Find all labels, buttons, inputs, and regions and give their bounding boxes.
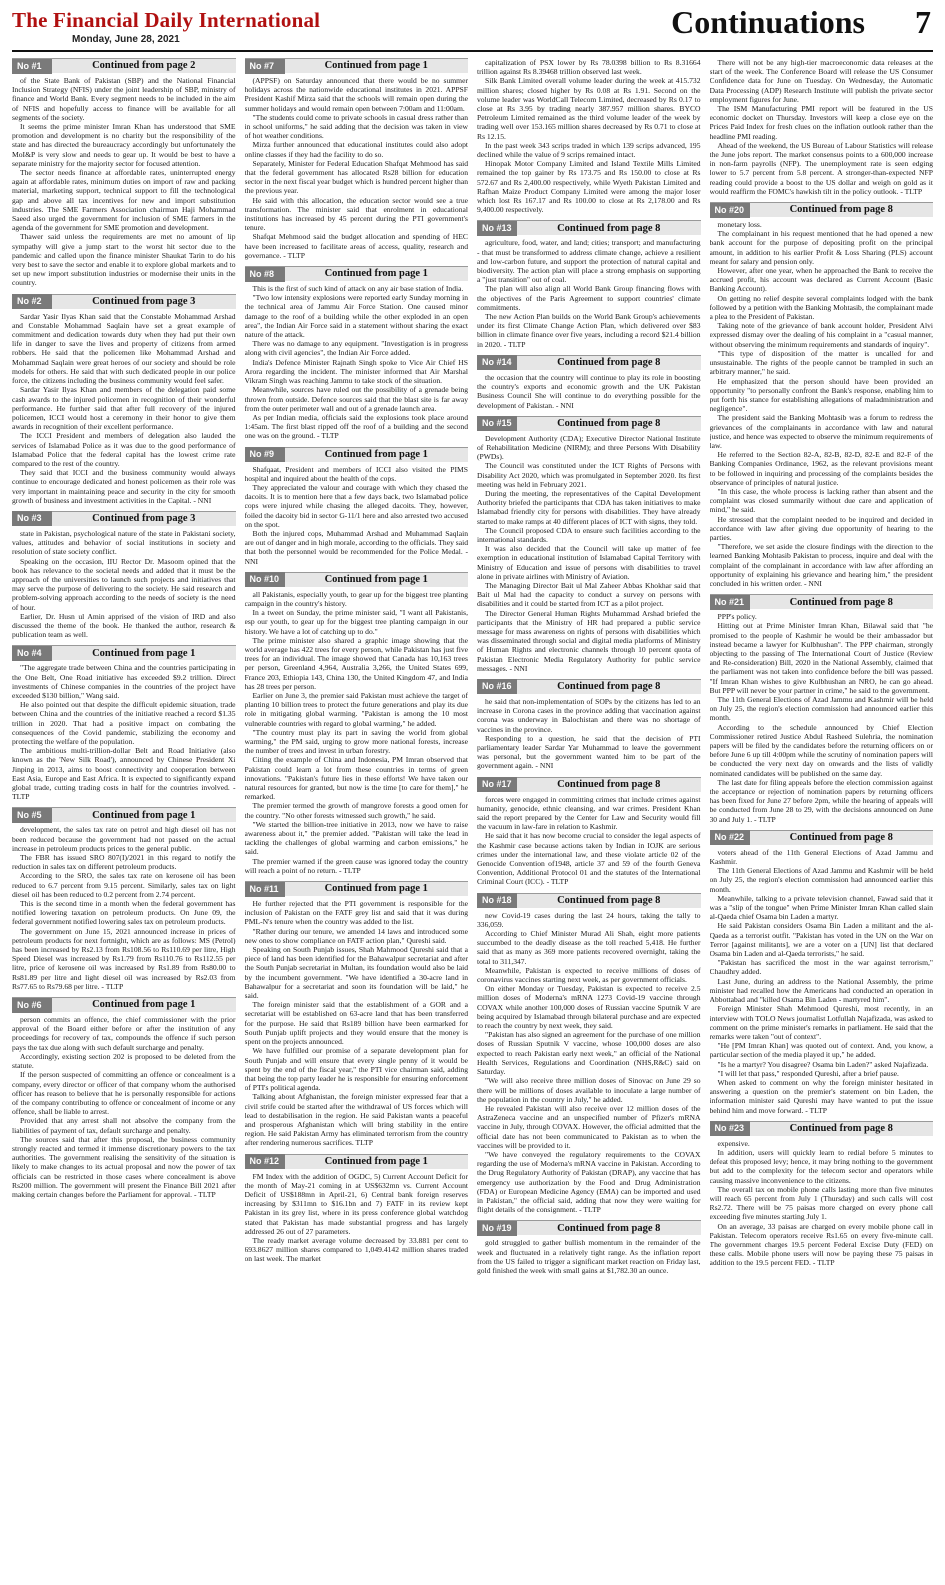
story-paragraph: gold struggled to gather bullish momentum in the remainder of the week and fluctuated in a relatively tight range. As the inflation report from the US failed to trigger a significant market reaction on Friday last, gold finished the week with small gains at $1,782.30 an ounce. <box>477 1238 701 1275</box>
continued-from-label: Continued from page 1 <box>324 1155 428 1167</box>
continued-from-label: Continued from page 1 <box>324 268 428 280</box>
page-number: 7 <box>915 4 931 40</box>
continued-from-label: Continued from page 1 <box>324 574 428 586</box>
story-paragraph: He referred to the Section 82-A, 82-B, 82-D, 82-E and 82-F of the Banking Companies Ordinance, 1962, as the relevant provisions meant to be followed in inquiring and processing of the complaints besides the observance of principles of natural justice. <box>709 450 933 487</box>
story-header <box>710 202 934 217</box>
story-paragraph: They said that ICCI and the business community would always continue to encourage dedicated and honest policemen as their role was very important in maintaining peace and security in the city for smooth growth of business and investment activities in the Capital. - NNI <box>12 468 236 505</box>
continuation-story <box>710 58 934 196</box>
story-paragraph: The sector needs finance at affordable rates, uninterrupted energy again at affordable rates, minimum duties on import of raw and packing material, marketing support, technical support to fill the technological gap and above all tax incentives for new and import substitution industries. The SME Farmers Association chairman Haji Mohammad Saeed also urged the government for inclusion of SME farmers in the agenda of the government for SME promotion and development. <box>12 168 236 233</box>
story-paragraph: The premier warned if the green cause was ignored today the country will reach a point of no return. - TLTP <box>244 856 468 875</box>
continuation-story <box>12 997 236 1199</box>
continued-from-label: Continued from page 8 <box>789 1123 893 1135</box>
story-paragraph: The ICCI President and members of delegation also lauded the services of Islamabad Police as it was due to the good performance of Islamabad Police that the federal capital has the lowest crime rate compared to the rest of the country. <box>12 431 236 468</box>
story-paragraph: The last date for filing appeals before the election commission against the acceptance or rejection of nomination papers by returning officers has been fixed for June 27 before 2pm, while the hearing of appeals will be conducted from June 28 to 29, with the decisions announced on June 30 and July 1. - TLTP <box>709 777 933 824</box>
story-paragraph: Shafqaat, President and members of ICCI also visited the PIMS hospital and inquired about the health of the cops. <box>244 464 468 483</box>
story-paragraph: "Pakistan has sacrificed the most in the war against terrorism," Chaudhry added. <box>709 958 933 977</box>
story-header <box>12 511 236 526</box>
story-paragraph: "The aggregate trade between China and the countries participating in the One Belt, One Road initiative has exceeded $9.2 trillion. Direct investments of Chinese companies in the countries of the project have exceeded $130 billion," Wang said. <box>12 663 236 700</box>
story-paragraph: new Covid-19 cases during the last 24 hours, taking the tally to 336,059. <box>477 910 701 929</box>
story-paragraph: Citing the example of China and Indonesia, PM Imran observed that Pakistan could learn a lot from these countries in terms of green innovations. "Pakistan's future lies in these efforts! We have taken our natural resources for granted, but now is the time [to care for them]," he remarked. <box>244 755 468 802</box>
continued-from-label: Continued from page 8 <box>789 596 893 608</box>
story-paragraph: he said that non-implementation of SOPs by the citizens has led to an increase in Corona cases in the province adding that vaccination against corona was underway in Balochistan and there was no shortage of vaccines in the province. <box>477 696 701 734</box>
continued-from-label: Continued from page 3 <box>92 513 196 525</box>
story-number-tag: No #10 <box>245 572 285 587</box>
story-paragraph: The plan will also align all World Bank Group financing flows with the objectives of the Paris Agreement to support countries' climate commitments. <box>477 284 701 312</box>
story-paragraph: forces were engaged in committing crimes that include crimes against humanity, genocide, ethnic cleansing, and war crimes. President Khan said the report prepared by the Center for Law and Security would fill the vacuum in law-fare in relation to Kashmir. <box>477 794 701 832</box>
story-paragraph: "The country must play its part in saving the world from global warming," the PM said, urging to grow more national forests, increase the number of trees and invest in urban forestry. <box>244 727 468 756</box>
story-paragraph: The new Action Plan builds on the World Bank Group's achievements under its first Climate Change Action Plan, which delivered over $83 billion in climate finance over five years, including a record $21.4 billion in 2020. - TLTP <box>477 312 701 349</box>
story-paragraph: all Pakistanis, especially youth, to gear up for the biggest tree planting campaign in the country's history. <box>244 589 468 608</box>
story-paragraph: We have fulfilled our promise of a separate development plan for South Punjab and will ensure that every single penny of it would be spent by the end of the fiscal year," the PTI vice chairman said, adding that being the top party leader he is responsible for ensuring enforcement of PTI's political agenda. <box>244 1046 468 1093</box>
continuation-story <box>12 294 236 505</box>
story-header <box>477 416 701 431</box>
story-paragraph: Talking about Afghanistan, the foreign minister expressed fear that a civil strife could be started after the withdrawal of US forces which will lead to destabilisation in the region. He said Pakistan wants a peaceful and prosperous Afghanistan which will bring stability in the entire region. He said Pakistan Army has eliminated terrorism from the country after rendering numerous sacrifices. TLTP <box>244 1092 468 1148</box>
continuation-story <box>477 355 701 410</box>
continued-from-label: Continued from page 8 <box>557 222 661 234</box>
story-paragraph: He emphasized that the person should have been provided an opportunity "to personally confront the Bank's response, enabling him to put forth his stance for establishing allegations of maladministration and negligence". <box>709 376 933 414</box>
story-paragraph: Meanwhile, talking to a private television channel, Fawad said that it was a "slip of the tongue" when Prime Minister Imran Khan called slain al-Qaeda chief Osama bin Laden a martyr. <box>709 893 933 922</box>
continuation-story <box>477 1220 701 1275</box>
story-paragraph: Foreign Minister Shah Mehmood Qureshi, most recently, in an interview with TOLO News journalist Lotfullah Najafizada, was asked to comment on the prime minister's remarks in parliament. He said that the remarks were taken "out of context". <box>709 1004 933 1041</box>
story-header <box>710 594 934 609</box>
story-paragraph: However, after one year, when he approached the Bank to receive the accrued profit, his account was declared as Current Account (Basic Banking Account). <box>709 266 933 294</box>
continuation-story <box>477 777 701 887</box>
story-paragraph: There will not be any high-tier macroeconomic data releases at the start of the week. The Conference Board will release the US Consumer Confidence data for June on Tuesday. On Wednesday, the Automatic Data Processing (ADP) Research Institute will publish the private sector employment figures for June. <box>709 58 933 104</box>
story-paragraph: On an average, 33 paisas are charged on every mobile phone call in Pakistan. Telecom operators receive Rs1.65 on every five-minute call. The government charges 19.5 percent Federal Excise Duty (FED) on these calls. Mobile phone users will now be paying these 75 paisas in addition to the 19.5 percent FED. - TLTP <box>709 1221 933 1268</box>
story-number-tag: No #16 <box>477 679 517 694</box>
story-paragraph: He also pointed out that despite the difficult epidemic situation, trade between China and the countries of the initiative reached a record $1.35 trillion in 2020. That had a positive impact on combating the consequences of the Covid pandemic, stabilizing the economy and protecting the welfare of the population. <box>12 700 236 746</box>
story-paragraph: He said Pakistan considers Osama Bin Laden a militant and the al-Qaeda as a terrorist outfit. "Pakistan has voted in the UN on the War on Terror [against militants], we are a voter on a [UN] list that declared Osama bin Laden and al-Qaeda terrorists," he said. <box>709 921 933 959</box>
story-paragraph: This is the first of such kind of attack on any air base station of India. <box>252 284 464 294</box>
story-paragraph: The ready market average volume decreased by 33.881 per cent to 693.8627 million shares compared to 1,049.4142 million shares traded on last week. The market <box>244 1235 468 1264</box>
section-title: Continuations <box>671 4 865 40</box>
continued-from-label: Continued from page 1 <box>92 999 196 1011</box>
continuation-story <box>245 1154 469 1264</box>
story-number-tag: No #20 <box>710 203 750 218</box>
continued-from-label: Continued from page 1 <box>324 60 428 72</box>
story-paragraph: Ahead of the weekend, the US Bureau of Labour Statistics will release the June jobs report. The market consensus points to a 600,000 increase in non-farm payrolls (NFP). The unemployment rate is seen edging lower to 5.7 percent from 5.8 percent. A stronger-than-expected NFP reading could provide a boost to the US dollar and weigh on gold as it would reaffirm the FOMC's hawkish tilt in the policy outlook. - TLTP <box>709 140 933 196</box>
continuation-story <box>12 511 236 639</box>
continuation-story <box>245 881 469 1147</box>
story-header <box>245 1154 469 1169</box>
story-paragraph: Speaking on the occasion, IIU Rector Dr. Masoom opined that the book has relevance to the societal needs and added that it must be the approach of the universities to launch such projects and initiatives that may serve the purpose of delivering to the society. He said research and problem-solving approach according to the needs of society is the need of hour. <box>12 556 236 612</box>
story-paragraph: It seems the prime minister Imran Khan has understood that SME promotion and development is no charity but the responsibility of the state and has directed the bureaucracy accordingly but unfortunately the MoI&P is very slow and needs to gear up. It would be best to have a separate ministry for the majority sector for focused attention. <box>12 122 236 168</box>
story-paragraph: Last June, during an address to the National Assembly, the prime minister had recalled how the Americans had conducted an operation in Abbottabad and "killed Osama Bin Laden - martyred him". <box>709 976 933 1005</box>
continued-from-label: Continued from page 3 <box>92 296 196 308</box>
story-paragraph: The president said the Banking Mohtasib was a forum to redress the grievances of the complainants in accordance with law and natural justice, and hence was expected to observe the minimum requirements of law. <box>709 413 933 450</box>
newspaper-brand: The Financial Daily International <box>12 8 321 32</box>
continuation-story <box>12 807 236 991</box>
continuation-story <box>710 1121 934 1268</box>
story-paragraph: The ambitious multi-trillion-dollar Belt and Road Initiative (also known as the 'New Silk Road'), announced by Chinese President Xi Jinping in 2013, aims to boost connectivity and cooperation between East Asia, Europe and East Africa. It is expected to significantly expand global trade, cutting trading costs in half for the countries involved. - TLTP <box>12 746 236 802</box>
story-paragraph: They appreciated the valour and courage with which they chased the dacoits. It is to mention here that a few days back, two Islamabad police cops were injured while chasing the alleged dacoits. They, however, foiled the dacoity bid in sector G-11/1 here and also arrested two accused on the spot. <box>244 482 468 529</box>
story-paragraph: On getting no relief despite several complaints lodged with the bank followed by a petition with the Banking Mohtasib, the complainant made a plea to the President of Pakistan. <box>709 293 933 322</box>
story-paragraph: He said that it has now become crucial to consider the legal aspects of the Kashmir case because actions taken by Indian in IOJK are serious crimes under the international law, and these violate article 02 of the Genocide Convention of1948, article 37 and 59 of the fourth Geneva Convention, Additional Protocol 01 and the statutes of the International Criminal Court (ICC). - TLTP <box>477 831 701 887</box>
continuation-story <box>710 830 934 1115</box>
story-number-tag: No #7 <box>245 59 285 74</box>
story-paragraph: The premier termed the growth of mangrove forests a good omen for the country. "No other forests witnessed such growth," he said. <box>244 801 468 820</box>
story-paragraph: There was no damage to any equipment. "Investigation is in progress along with civil agencies", the Indian Air Force added. <box>244 339 468 358</box>
story-paragraph: Separately, Minister for Federal Education Shafqat Mehmood has said that the federal government has allocated Rs28 billion for education sector in the next fiscal year budget which is hundred percent higher than the previous year. <box>244 158 468 196</box>
story-number-tag: No #4 <box>12 646 52 661</box>
story-paragraph: "He [PM Imran Khan] was quoted out of context. And, you know, a particular section of the media played it up," he added. <box>709 1041 933 1060</box>
continuation-story <box>245 266 469 440</box>
continued-from-label: Continued from page 8 <box>557 779 661 790</box>
story-paragraph: This is the second time in a month when the federal government has notified lowering taxation on petroleum products. On June 09, the federal government notified lowering sales tax on petroleum products. <box>12 899 236 927</box>
story-paragraph: In a tweet on Sunday, the prime minister said, "I want all Pakistanis, esp our youth, to gear up for the biggest tree planting campaign in our history. We have a lot of catching up to do." <box>244 608 468 636</box>
story-paragraph: Accordingly, existing section 202 is proposed to be deleted from the statute. <box>12 1051 236 1071</box>
story-number-tag: No #5 <box>12 808 52 823</box>
continued-from-label: Continued from page 8 <box>557 895 661 907</box>
story-paragraph: "The students could come to private schools in casual dress rather than in school uniforms," he said adding that the decision was taken in view of hot weather conditions. <box>244 112 468 141</box>
story-paragraph: The 11th General Elections of Azad Jammu and Kashmir will be held on July 25, the region's election commission had announced earlier this month. <box>709 695 933 723</box>
story-paragraph: agriculture, food, water, and land; cities; transport; and manufacturing - that must be transformed to address climate change, achieve a resilient and low-carbon future, and support the protection of natural capital and biodiversity. The action plan will place a strong emphasis on supporting a "just transition" out of coal. <box>477 238 701 285</box>
story-number-tag: No #22 <box>710 830 750 845</box>
continued-from-label: Continued from page 8 <box>557 681 661 693</box>
story-paragraph: "We started the billion-tree initiative in 2013, now we have to raise awareness about it," the premier added. "Pakistan will take the lead in tackling the challenges of global warming and carbon emissions," he said. <box>244 819 468 857</box>
masthead <box>12 6 933 52</box>
story-number-tag: No #12 <box>245 1154 285 1169</box>
story-paragraph: The ISM Manufacturing PMI report will be featured in the US economic docket on Thursday. Investors will keep a close eye on the Prices Paid Index for fresh clues on the inflation outlook rather than the headline PMI reading. <box>709 104 933 141</box>
story-header <box>12 58 236 73</box>
continuation-story <box>477 679 701 771</box>
continuation-story <box>12 645 236 801</box>
continuation-story <box>12 58 236 288</box>
news-column <box>710 58 934 1578</box>
story-header <box>477 893 701 908</box>
continuation-story <box>245 58 469 260</box>
story-paragraph: voters ahead of the 11th General Elections of Azad Jammu and Kashmir. <box>709 847 933 867</box>
continued-from-label: Continued from page 1 <box>324 883 428 895</box>
story-paragraph: "We have conveyed the regulatory requirements to the COVAX regarding the use of Moderna's mRNA vaccine in Pakistan. According to the Drug Regulatory Authority of Pakistan (DRAP), any vaccine that has emergency use authorization by the Food and Drug Administration (FDA) or European Medicine Agency (EMA) can be imported and used in Pakistan," the official said, adding that now they were waiting for flight details of the consignment. - TLTP <box>477 1149 701 1215</box>
story-paragraph: Meanwhile, sources have ruled out the possibility of a grenade being thrown from outside. Defence sources said that the blast site is far away from the outer perimeter wall and out of a grenade launch area. <box>244 385 468 413</box>
story-paragraph: PPP's policy. <box>717 612 757 622</box>
story-paragraph: According to Chief Minister Murad Ali Shah, eight more patients succumbed to the deadly disease as the toll reached 5,418. He further said that as many as 369 more patients recovered overnight, taking the total to 311,347. <box>477 929 701 966</box>
news-column <box>245 58 469 1578</box>
story-paragraph: The sources said that after this proposal, the business community strongly reacted and termed it immense discretionary powers to the tax authorities. The government realising the sensitivity of the situation is likely to make changes to its actual proposal and now the power of tax officials can be restricted in those cases where concealment is above Rs200 million. The government will present the Finance Bill 2021 after making certain changes before the Parliament for approval. - TLTP <box>12 1134 236 1199</box>
story-paragraph: "Therefore, we set aside the closure findings with the direction to the learned Banking Mohtasib Pakistan to process, inquire and deal with the complaint of the complainant in accordance with law after affording an opportunity of explaining his grievance and hearing him," the president concluded in his written order. - NNI <box>709 542 933 588</box>
continued-from-label: Continued from page 8 <box>557 357 661 369</box>
story-paragraph: (APPSF) on Saturday announced that there would be no summer holidays across the nationwide educational institutes in 2021. APPSF President Kashif Mirza said that the schools will remain open during the summer holidays and would remain open between 7:00am and 11:00am. <box>244 76 468 113</box>
story-paragraph: The complainant in his request mentioned that he had opened a new bank account for the purpose of depositing profit on the principal amount, in addition to his earlier Profit & Loss Sharing (PLS) account meant for salary and pension only. <box>709 229 933 266</box>
story-paragraph: "Pakistan has also signed an agreement for the purchase of one million doses of Russian Sputnik V vaccine, whose 100,000 doses are also expected to reach Pakistan early next week," an official of the National Health Services, Regulations and Coordination (NHS,R&C) said on Saturday. <box>477 1030 701 1077</box>
continued-from-label: Continued from page 2 <box>92 60 196 72</box>
story-paragraph: "In this case, the whole process is lacking rather than absent and the complaint was closed summarily without due care and application of mind," he said. <box>709 486 933 515</box>
story-paragraph: The FBR has issued SRO 807(I)/2021 in this regard to notify the reduction in sales tax on different petroleum products. <box>12 853 236 872</box>
story-paragraph: The foreign minister said that the establishment of a GOR and a secretariat will be established on 63-acre land that has been transferred for the purpose. He said that Rs189 billion have been earmarked for South Punjab uplift projects and they would ensure that the money is spent on the projects announced. <box>244 1000 468 1047</box>
story-header <box>710 830 934 845</box>
story-paragraph: Responding to a question, he said that the decision of PTI parliamentary leader Sardar Yar Muhammad to leave the government was personal, but the government wanted him to be part of the government again. - NNI <box>477 733 701 771</box>
story-paragraph: In addition, users will quickly learn to redial before 5 minutes to defeat this proposed levy; hence, it may bring nothing to the government but add to the complexity for the telecom sector and operators while causing massive inconvenience to the citizens. <box>709 1147 933 1185</box>
story-header <box>245 58 469 73</box>
story-paragraph: "Two low intensity explosions were reported early Sunday morning in the technical area of Jammu Air Force Station. One caused minor damage to the roof of a building while the other exploded in an open area", the Indian Air Force said in a statement without sharing the exact nature of the attack. <box>244 293 468 340</box>
story-header <box>477 777 701 792</box>
article-columns <box>12 58 933 1578</box>
story-paragraph: FM Index with the addition of OGDC, 5) Current Account Deficit for the month of May-21 coming in at US$632mn vs. Current Account Deficit of US$188mn in April-21, 6) Central bank foreign reserves increasing by $311mn to $16.1bn and 7) FATF in its review kept Pakistan in its grey list, where in its press conference global watchdog stated that Pakistan has made substantial progress and has largely addressed 26 out of 27 parameters. <box>244 1171 468 1236</box>
story-paragraph: The prime minister also shared a graphic image showing that the world average has 422 trees for every person, while Pakistan has just five trees for an individual. The image showed that Canada has 10,163 trees per person, Greenland 4,964, Australia 3,266, the United States 699, France 203, Ethiopia 143, China 130, the United Kingdom 47, and India has 28 trees per person. <box>244 635 468 691</box>
story-paragraph: He stressed that the complaint needed to be inquired and decided in accordance with law after giving due opportunity of hearing to the parties. <box>709 514 933 542</box>
story-paragraph: When asked to comment on why the foreign minister hesitated in answering a question on the premier's statement on bin Laden, the information minister said Qureshi may have wanted to put the issue behind him and move forward. - TLTP <box>709 1077 933 1115</box>
story-paragraph: Speaking on South Punjab issues, Shah Mahmood Qureshi said that a piece of land has been identified for the Bahawalpur secretariat and after the South Punjab secretariat in Multan, its foundation would also be laid by the incumbent government. "We have identified a 30-acre land in Bahawalpur for a secretariat and soon its foundation will be laid," he said. <box>244 945 468 1001</box>
continuation-story <box>477 220 701 348</box>
story-paragraph: state in Pakistan, psychological nature of the state in Pakistani society, values, attitudes and behavior of social institutions in society and resolution of state society conflict. <box>12 528 236 557</box>
story-paragraph: He said with this allocation, the education sector would see a true transformation. The minister said that enrolment in educational institutions has increased by 45 percent during the PTI government's tenure. <box>244 195 468 233</box>
continuation-story <box>245 447 469 566</box>
story-paragraph: Hitting out at Prime Minister Imran Khan, Bilawal said that "he promised to the people of Kashmir he would be their ambassador but instead became a lawyer for Kulbhushan". The PPP chairman, strongly objecting to the passing of The International Court of Justice (Review and Re-consideration) Bill, 2020 in the National Assembly, claimed that the parliament was not taken into confidence before the bill was passed. "If Imran Khan wishes to give Kulbhushan an NRO, he can go ahead. But PPP will never be your partner in crime," he said to the government. <box>709 621 933 695</box>
story-paragraph: Provided that any arrest shall not absolve the company from the liabilities of payment of tax, default surcharge and penalty. <box>12 1116 236 1135</box>
story-paragraph: The 11th General Elections of Azad Jammu and Kashmir will be held on July 25, the region's election commission had announced earlier this month. <box>709 866 933 894</box>
story-paragraph: The Director General Human Rights Muhammad Arshad briefed the participants that the Ministry of HR had prepared a public service message for mass awareness on rights of persons with disabilities which was disseminated through social and digital media platforms of Ministry of Human Rights and electronic channels through 10 percent quota of Pakistan Electronic Media Regulatory Authority for public service messages. - NNI <box>477 608 701 673</box>
story-paragraph: The Managing Director Bait ul Mal Zaheer Abbas Khokhar said that Bait ul Mal had the capacity to conduct a survey on persons with disabilities and it could be started from ICT as a pilot project. <box>477 580 701 609</box>
story-paragraph: "I will let that pass," responded Qureshi, after a brief pause. <box>717 1068 899 1078</box>
story-paragraph: "Rather during our tenure, we amended 14 laws and introduced some new ones to show compliance on FATF action plan," Qureshi said. <box>244 926 468 945</box>
continued-from-label: Continued from page 1 <box>92 809 196 821</box>
story-number-tag: No #19 <box>477 1221 517 1236</box>
story-number-tag: No #23 <box>710 1121 750 1136</box>
continued-from-label: Continued from page 8 <box>557 1222 661 1234</box>
story-header <box>477 679 701 694</box>
story-paragraph: Taking note of the grievance of bank account holder, President Alvi expressed dismay over the dealing of his complaint in a "casual manner, without observing the minimum requirements and standards of inquiry". <box>709 321 933 349</box>
story-header <box>12 997 236 1012</box>
continuation-story <box>245 572 469 875</box>
story-number-tag: No #18 <box>477 893 517 908</box>
story-number-tag: No #17 <box>477 777 517 792</box>
story-header <box>477 220 701 235</box>
story-number-tag: No #3 <box>12 511 52 526</box>
story-header <box>12 294 236 309</box>
issue-date: Monday, June 28, 2021 <box>72 34 180 45</box>
news-column <box>477 58 701 1578</box>
story-paragraph: Sardar Yasir Ilyas Khan said that the Constable Mohammad Arshad and Constable Mohammad Saqlain have set a great example of commitment and dedication towards duty when they had put their own life in danger to save the lives and property of citizens from armed robbers. He said that the policemen like Mohammad Arshad and Mohammad Saqlain were great heroes of our society and should be role models for others. He said that with such dedicated people in our police force, the citizens including the business community would feel safer. <box>12 311 236 386</box>
story-header <box>12 645 236 660</box>
story-number-tag: No #8 <box>245 267 285 282</box>
story-paragraph: In the past week 343 scrips traded in which 139 scrips advanced, 195 declined while the value of 9 scrips remained intact. <box>477 140 701 160</box>
continuation-story <box>710 202 934 588</box>
story-paragraph: The Council was constituted under the ICT Rights of Persons with Disability Act 2020, which was promulgated in September 2020. Its first meeting was held in February 2021. <box>477 461 701 489</box>
story-paragraph: of the State Bank of Pakistan (SBP) and the National Financial Inclusion Strategy (NFIS) under the joint leadership of SBP, ministry of finance and World Bank. Every segment needs to be included in the aim of NFIS and hopefully access to finance will be available for all segments of the society. <box>12 76 236 122</box>
story-header <box>245 881 469 896</box>
story-paragraph: On either Monday or Tuesday, Pakistan is expected to receive 2.5 million doses of Moderna's mRNA 1273 Covid-19 vaccine through COVAX while another 100,000 doses of Russian vaccine Sputnik V are being acquired by Islamabad through bilateral purchase and are expected to reach the country by next week, they said. <box>477 984 701 1031</box>
story-header <box>477 355 701 370</box>
story-paragraph: Shafqat Mehmood said the budget allocation and spending of HEC have been increased to facilitate areas of access, quality, research and governance. - TLTP <box>244 232 468 260</box>
story-paragraph: Mirza further announced that educational institutes could also adopt online classes if they had the facility to do so. <box>244 140 468 159</box>
continuation-story <box>477 416 701 673</box>
story-number-tag: No #2 <box>12 294 52 309</box>
story-paragraph: person commits an offence, the chief commissioner with the prior approval of the Board either before or after the institution of any proceedings for recovery of tax, compounds the offence if such person pays the tax due along with such default surcharge and penalty. <box>12 1015 236 1052</box>
story-paragraph: Development Authority (CDA); Executive Director National Institute of Rehabilitation Medicine (NIRM); and three Persons With Disability (PWDs). <box>477 433 701 462</box>
story-paragraph: capitalization of PSX lower by Rs 78.0398 billion to Rs 8.31664 trillion against Rs 8.39468 trillion observed last week. <box>477 58 701 77</box>
news-column <box>12 58 236 1578</box>
story-paragraph: The government on June 15, 2021 announced increase in prices of petroleum products for next fortnight, which are as follows: MS (Petrol) has been increased by Rs2.13 from Rs108.56 to Rs110.69 per litre, High Speed Diesel was increased by Rs1.79 from Rs110.76 to Rs112.55 per litre, price of kerosene oil was increased by Rs1.89 from Rs80.00 to Rs81.89 per litre and light diesel oil was increased by Rs2.03 from Rs77.65 to Rs79.68 per litre. - TLTP <box>12 926 236 991</box>
story-paragraph: Earlier, Dr. Husn ul Amin apprised of the vision of IRD and also discussed the theme of the book. He thanked the author, research & publication team as well. <box>12 611 236 640</box>
story-header <box>12 807 236 822</box>
story-header <box>710 1121 934 1136</box>
continuation-story <box>710 594 934 824</box>
story-paragraph: According to the schedule announced by Chief Election Commissioner retired Justice Abdul Rasheed Sulehria, the nomination papers will be filed by the candidates before the returning officers on or before June 6 up till 4:00pm while the scrutiny of nomination papers will be conducted the very next day on onwards and the lists of validly nominated candidates will be published on the same day. <box>709 722 933 778</box>
story-header <box>477 1220 701 1235</box>
story-paragraph: It was also decided that the Council will take up matter of fee exemption in educational institution of Islamabad Capital Territory with Ministry of Education and issue of persons with disabilities to travel alone in private airlines with Ministry of Aviation. <box>477 544 701 581</box>
continued-from-label: Continued from page 1 <box>92 647 196 659</box>
story-paragraph: Both the injured cops, Muhammad Arshad and Muhammad Saqlain are out of danger and in high morale, according to the officials. They said that both the personnel would be recommended for the Police Medal. - NNI <box>244 528 468 566</box>
story-number-tag: No #11 <box>245 882 285 897</box>
continued-from-label: Continued from page 8 <box>789 204 893 216</box>
story-paragraph: development, the sales tax rate on petrol and high diesel oil has not been reduced because the government had not passed on the actual increase in petroleum products prices to the general public. <box>12 825 236 853</box>
story-number-tag: No #15 <box>477 416 517 431</box>
story-paragraph: Thawer said unless the requirements are met no amount of lip sympathy will give a jump start to the worst hit sector due to the pandemic and called upon the finance minister Shaukat Tarin to do his very best to save the sector and enable it to explore global markets and to set up new import substitution industries or modernise their units in the country. <box>12 232 236 288</box>
story-paragraph: Meanwhile, Pakistan is expected to receive millions of doses of coronavirus vaccines starting next week, as per government officials. <box>477 965 701 985</box>
story-paragraph: expensive. <box>717 1138 750 1148</box>
story-paragraph: The overall tax on mobile phone calls lasting more than five minutes will reach 65 percent from July 1 (Thursday) and such calls will cost Rs2.72. There will be 75 paisas more charged on every phone call exceeding five minutes starting July 1. <box>709 1184 933 1222</box>
story-header <box>245 266 469 281</box>
story-number-tag: No #9 <box>245 447 285 462</box>
story-paragraph: "This type of disposition of the matter is uncalled for and unsustainable. The rights of the people cannot be trampled in such an arbitrary manner," he said. <box>709 348 933 377</box>
story-number-tag: No #6 <box>12 998 52 1013</box>
continued-from-label: Continued from page 8 <box>789 832 893 844</box>
story-paragraph: "Is he a martyr? You disagree? Osama bin Laden?" asked Najafizada. <box>717 1059 929 1069</box>
story-paragraph: monetary loss. <box>717 220 762 230</box>
story-number-tag: No #14 <box>477 355 517 370</box>
continuation-story <box>477 58 701 214</box>
story-header <box>245 447 469 462</box>
story-paragraph: "We will also receive three million doses of Sinovac on June 29 so there will be millions of doses available to inoculate a large number of the population in the country in July," he added. <box>477 1076 701 1104</box>
story-paragraph: He further rejected that the PTI government is responsible for the inclusion of Pakistan on the FATF grey list and said that it was during PML-N's tenure when the country was added to the list. <box>244 899 468 927</box>
story-paragraph: Silk Bank Limited overall volume leader during the week at 415.732 million shares; closed higher by Rs 0.08 at Rs 1.91. Second on the volume leader was WorldCall Telecom Limited, decreased by Rs 0.17 to close at Rs 3.95 by trading nearly 387.957 million shares. BYCO Petroleum Limited remained as the third volume leader of the week by trading well over 153.165 million shares decreased by Rs 0.71 to close at Rs 12.15. <box>477 76 701 141</box>
continuation-story <box>477 893 701 1215</box>
continued-from-label: Continued from page 8 <box>557 418 661 430</box>
story-number-tag: No #21 <box>710 595 750 610</box>
story-paragraph: Sardar Yasir Ilyas Khan and members of the delegation paid some cash awards to the injured policemen in recognition of their wonderful performance. He further said that after full recovery of the injured policemen, ICCI would host a ceremony in their honor to give them awards in recognition of their excellent performance. <box>12 385 236 432</box>
story-paragraph: He revealed Pakistan will also receive over 12 million doses of the AstraZeneca vaccine and an unspecified number of Pfizer's mRNA vaccine in July, through COVAX. However, the official admitted that the official date has not been communicated to Pakistan as to when the vaccines will be provided to it. <box>477 1103 701 1150</box>
story-paragraph: According to the SRO, the sales tax rate on kerosene oil has been reduced to 6.7 percent from 9.15 percent. Similarly, sales tax on light diesel oil has been reduced to 0.2 percent from 2.74 percent. <box>12 871 236 899</box>
story-paragraph: As per Indian media, officials said the explosions took place around 1:45am. The first blast ripped off the roof of a building and the second one was on the ground. - TLTP <box>244 412 468 441</box>
story-number-tag: No #13 <box>477 221 517 236</box>
story-paragraph: Earlier on June 3, the premier said Pakistan must achieve the target of planting 10 billion trees to protect the future generations and play its due role in mitigating global warming. "Pakistan is among the 10 most vulnerable countries with regard to global warming," he added. <box>244 690 468 728</box>
story-number-tag: No #1 <box>12 59 52 74</box>
story-paragraph: Hinopak Motor Company Limited and Island Textile Mills Limited remained the top gainer by Rs 173.75 and Rs 150.00 to close at Rs 572.67 and Rs 2,400.00 respectively, while Wyeth Pakistan Limited and Rafhan Maize Product Company Limited were among the major loser which lost Rs 167.17 and Rs 100.00 to close at Rs 2,178.00 and Rs 9,400.00 respectively. <box>477 159 701 215</box>
story-paragraph: If the person suspected of committing an offence or concealment is a company, every director or officer of that company whom the authorised officer has reason to believe that he is personally responsible for actions of the company contributing to offence or concealment of income or any offence, shall be liable to arrest. <box>12 1070 236 1117</box>
story-paragraph: During the meeting, the representatives of the Capital Development Authority briefed the participants that CDA has taken initiatives to make Islamabad friendly city for persons with disabilities. They have already started to make ramps at 40 different places of ICT with signs, they told. <box>477 488 701 526</box>
continued-from-label: Continued from page 1 <box>324 448 428 460</box>
story-header <box>245 572 469 587</box>
story-paragraph: the occasion that the country will continue to play its role in boosting the country's exports and economic growth and the UK Pakistan Business Council She will continue to do everything possible for the development of Pakistan. - NNI <box>477 372 701 410</box>
story-paragraph: The Council proposed CDA to ensure such facilities according to the international standards. <box>477 525 701 544</box>
story-paragraph: India's Defence Minister Rajnath Singh spoke to Vice Air Chief HS Arora regarding the incident. The minister informed that Air Marshal Vikram Singh was reaching Jammu to take stock of the situation. <box>244 357 468 386</box>
